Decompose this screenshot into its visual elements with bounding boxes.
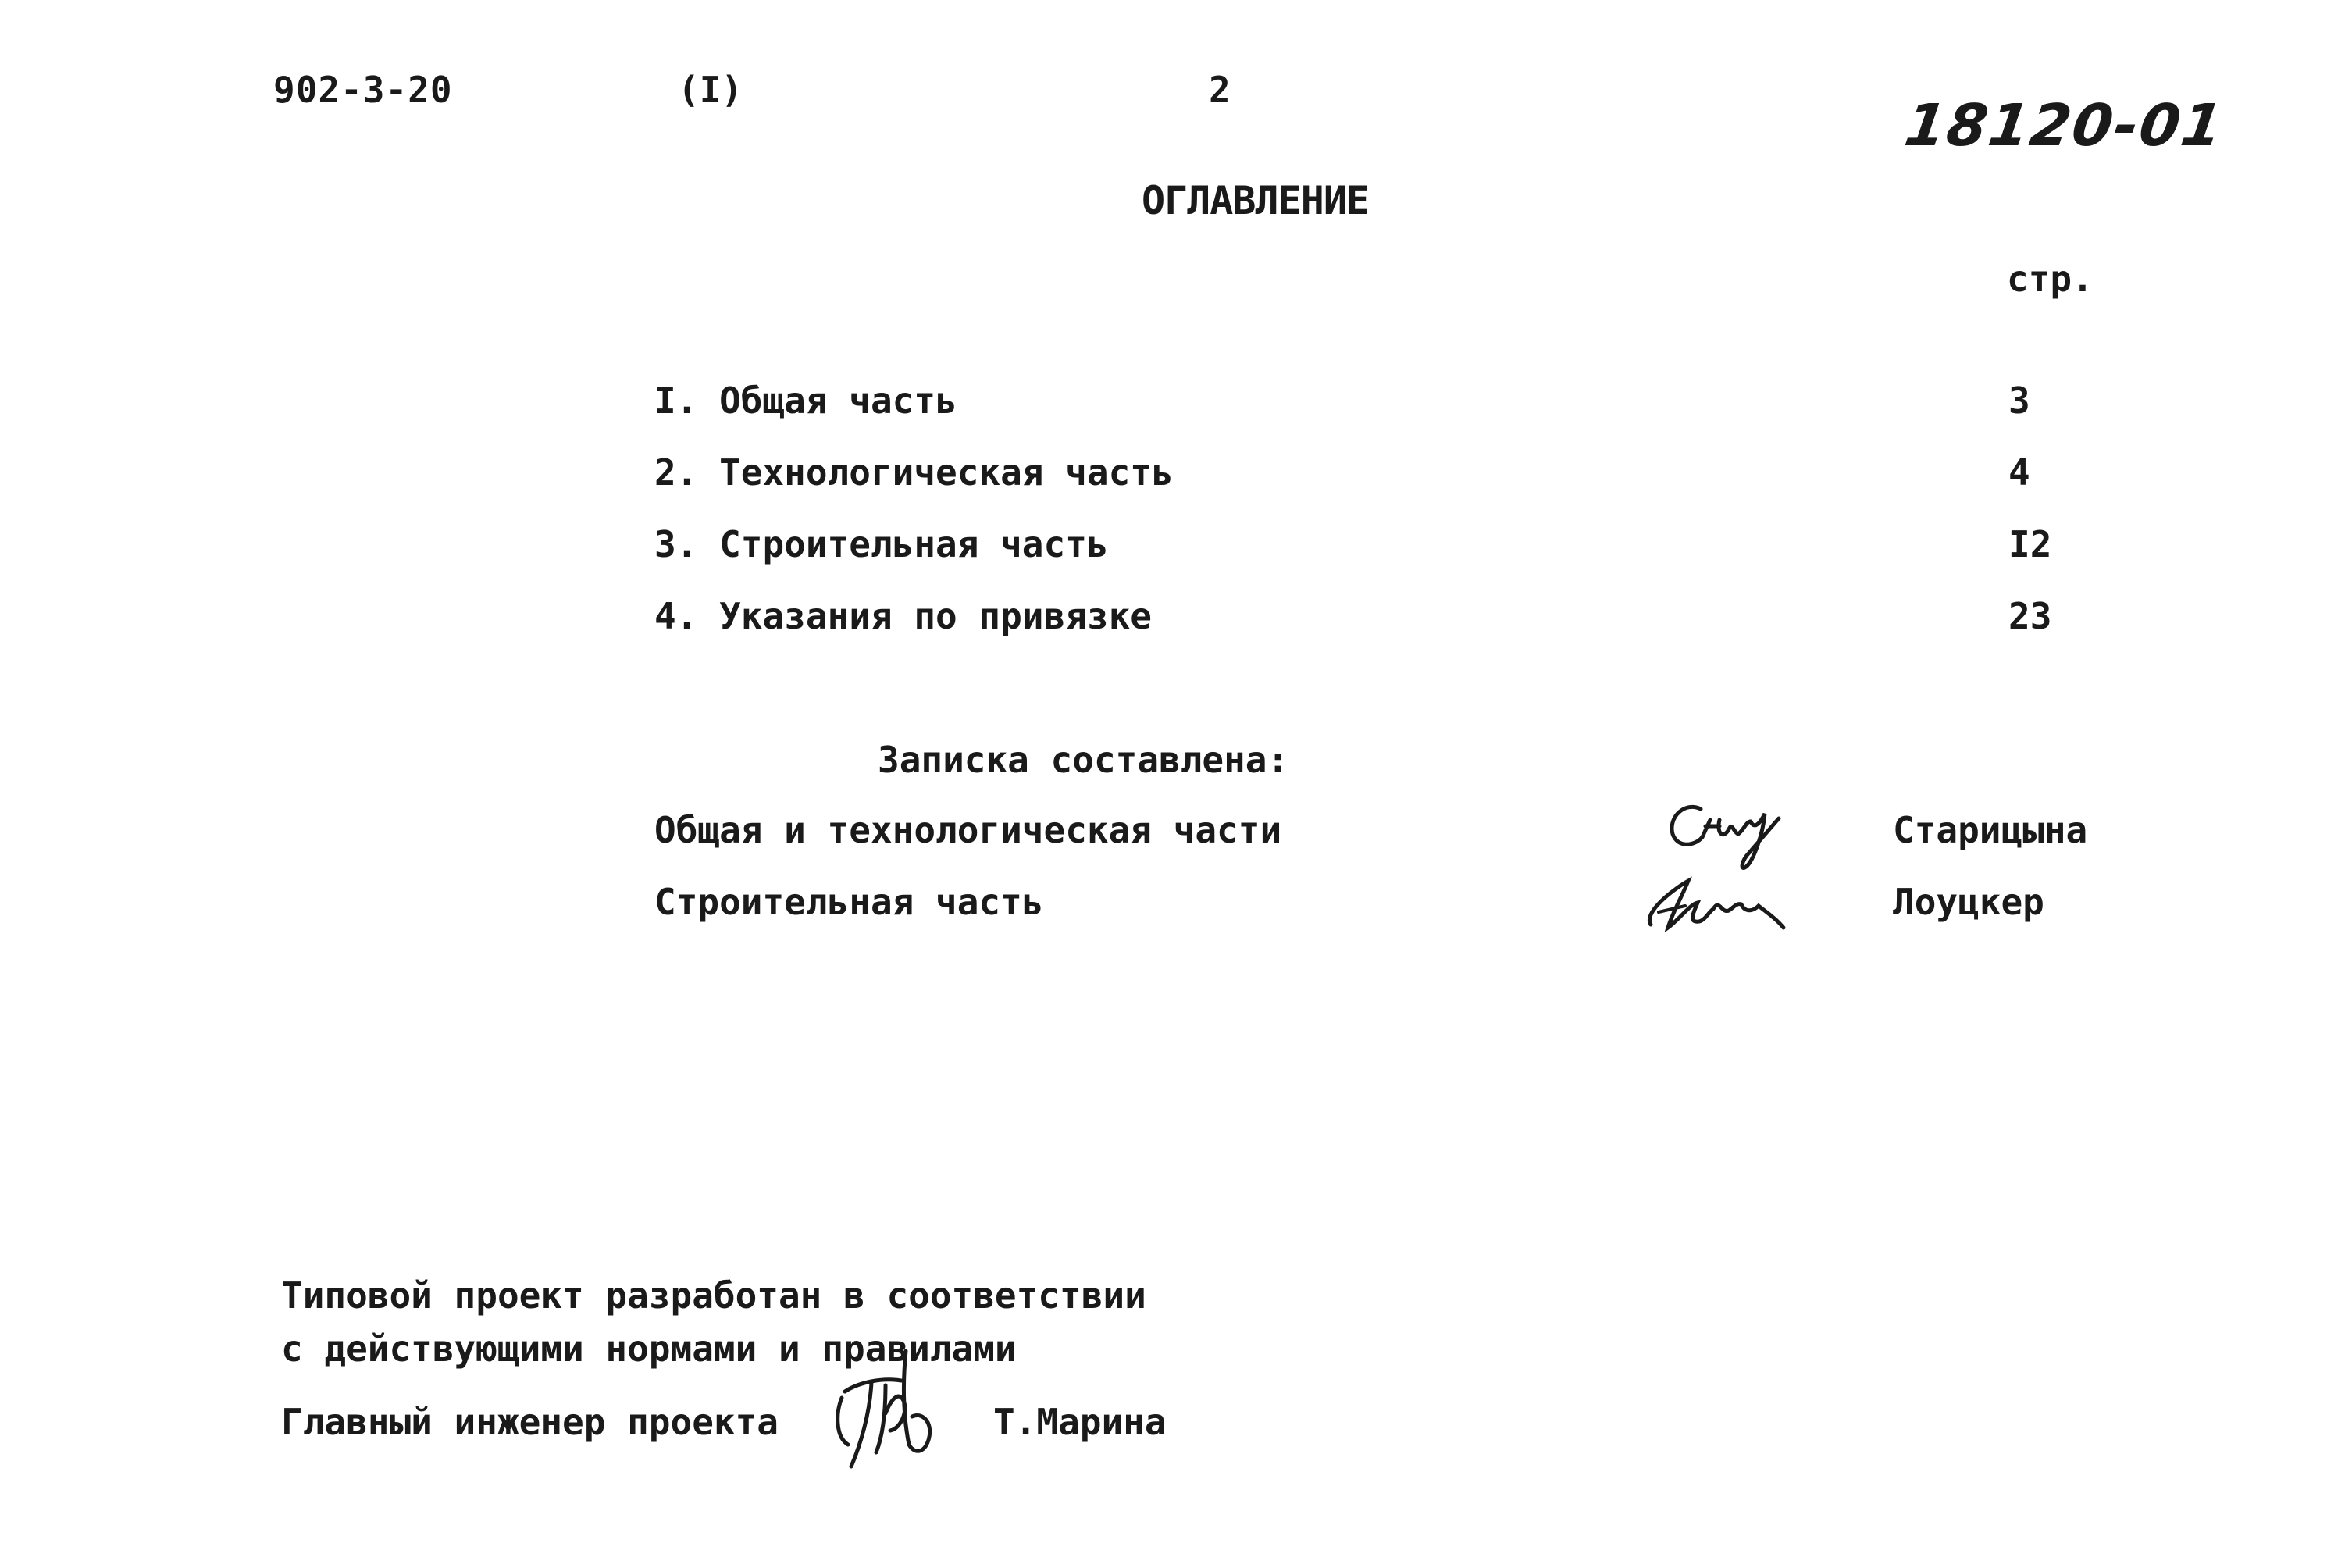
compiler-section: Общая и технологическая части [654,809,1282,851]
toc-row [654,595,2060,645]
handwritten-archive-number: 18120-01 [1900,92,2229,159]
toc-item-title: I. Общая часть [654,380,957,422]
footer-compliance-line-1: Типовой проект разработан в соответствии [281,1274,1146,1317]
signature-chief-engineer [804,1327,960,1476]
toc-item-page: 23 [2008,595,2052,637]
signature-loutsker [1627,857,1815,951]
toc-item-title: 3. Строительная часть [654,523,1109,565]
compiler-section: Строительная часть [654,881,1044,923]
toc-item-page: I2 [2008,523,2052,565]
compiled-by-header: Записка составлена: [878,739,1289,781]
compiler-name: Лоуцкер [1893,881,2044,923]
footer-compliance-line-2: с действующими нормами и правилами [281,1327,1017,1370]
page-number: 2 [1209,69,1231,111]
document-code: 902-3-20 [273,69,453,111]
toc-item-page: 4 [2008,451,2030,494]
toc-row [654,451,2060,501]
chief-engineer-label: Главный инженер проекта [281,1401,779,1443]
toc-item-title: 2. Технологическая часть [654,451,1174,494]
toc-row [654,523,2060,573]
compiler-row [654,809,2138,864]
toc-item-title: 4. Указания по привязке [654,595,1152,637]
page-title: ОГЛАВЛЕНИЕ [1142,178,1370,223]
part-number: (I) [678,69,743,111]
chief-engineer-name: Т.Марина [993,1401,1167,1443]
compiler-name: Старицына [1893,809,2088,851]
toc-row [654,380,2060,429]
compiler-row [654,881,2138,935]
toc-item-page: 3 [2008,380,2030,422]
page-column-label: стр. [2007,258,2094,300]
